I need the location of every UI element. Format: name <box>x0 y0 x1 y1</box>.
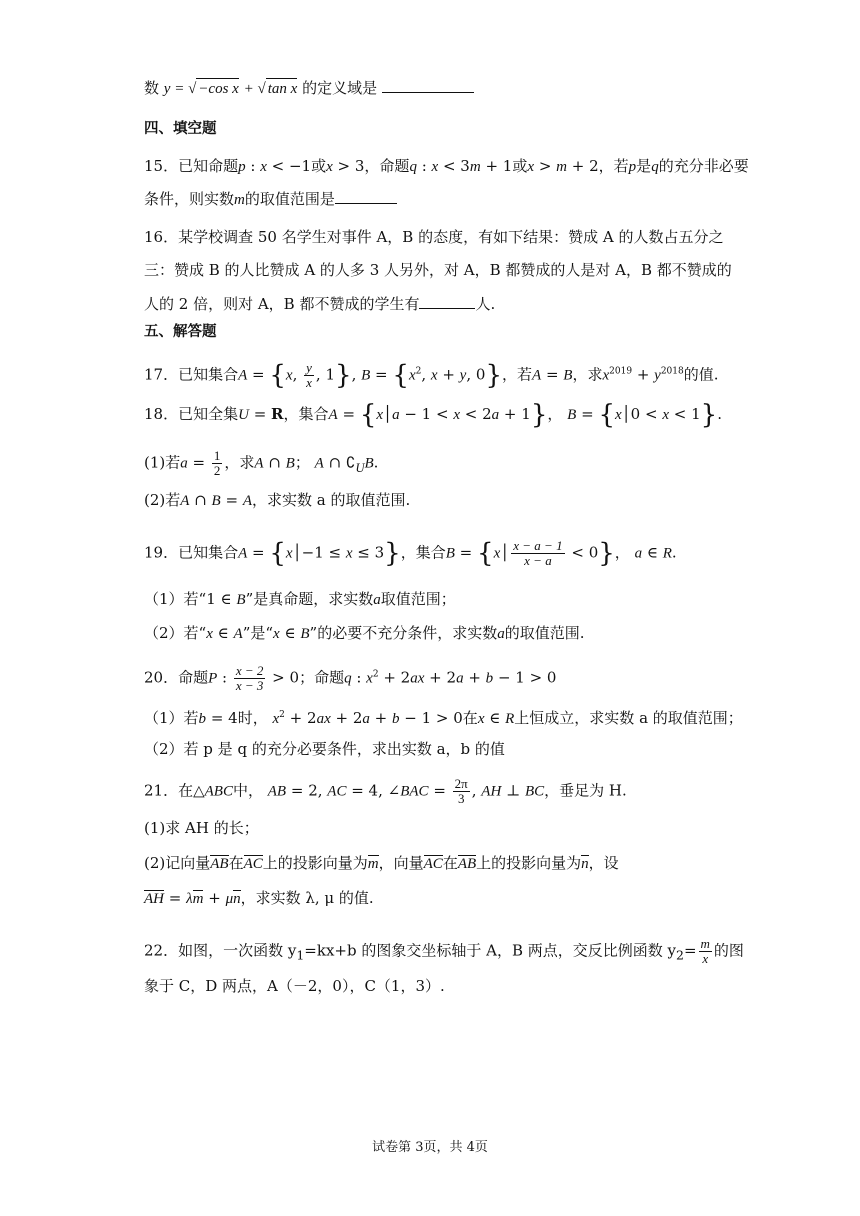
text: 人的 2 倍，则对 A，B 都不赞成的学生有 <box>144 295 420 313</box>
text: 的取值范围. <box>504 624 585 642</box>
text: ”是“ <box>242 624 274 642</box>
text: 上的投影向量为 <box>262 854 368 872</box>
text: 19．已知集合 <box>144 543 239 562</box>
q19-part1: （1）若“1 ∈ B”是真命题，求实数a取值范围； <box>144 590 456 608</box>
fraction: $\frac{x - a - 1}{x - a}$ <box>513 538 563 568</box>
sqrt-expr-1: √ −cos x <box>188 81 239 97</box>
text: 的取值范围是 <box>244 190 335 208</box>
q21-line: 21．在△ABC中， AB = 2, AC = 4, ∠BAC = $\frac{2\pi}{3}$ , AH ⊥ BC，垂足为 H. <box>144 776 627 806</box>
text: 在 <box>462 709 478 727</box>
q18-part2: (2)若A ∩ B = A，求实数 a 的取值范围. <box>144 491 411 509</box>
q18-part1: (1)若a = $\frac{1}{2}$ ，求A ∩ B； A ∩ $∁_UB$. <box>144 448 379 478</box>
text: 20．命题 <box>144 668 209 687</box>
text: 或 <box>512 157 528 175</box>
q17-line: 17．已知集合A = {x, $\frac{y}{x}$ , 1}, $B = \{x^2$, x + y, 0}，若A = B，求$x^{2019} + y^{2018}$的值. <box>144 360 719 391</box>
text: (1)若 <box>144 453 181 472</box>
text: ； <box>294 453 310 472</box>
text: (2)记向量 <box>144 854 211 872</box>
q19-part2: （2）若“x ∈ A”是“x ∈ B”的必要不充分条件，求实数a的取值范围. <box>144 624 585 642</box>
text: 21．在 <box>144 781 194 800</box>
text: 取值范围； <box>380 590 456 608</box>
text: ，若 <box>501 365 532 384</box>
text: 时， <box>237 709 268 727</box>
q19-line: 19．已知集合A = {x│−1 ≤ x ≤ 3}，集合B = {x│ $\frac{x - a - 1}{x - a}$ < 0}， a ∈ R. <box>144 538 677 569</box>
text: 数 <box>144 79 160 97</box>
text: 人. <box>475 295 496 313</box>
q14-tail-line <box>144 78 474 99</box>
answer-blank[interactable] <box>419 294 475 309</box>
q21-part2-cont: AH = λm + μn，求实数 λ, μ 的值. <box>144 889 374 907</box>
text: 22．如图，一次函数 y <box>144 941 297 960</box>
text: = <box>683 941 697 960</box>
text: ，集合 <box>283 405 329 423</box>
q16-line2: 三：赞成 B 的人比赞成 A 的人多 3 人另外，对 A，B 都赞成的人是对 A，B 都不赞成的 <box>144 261 732 279</box>
section-solve: 五、解答题 <box>144 324 217 340</box>
text: ，若 <box>598 157 629 175</box>
text: 的图 <box>713 941 744 960</box>
text: 条件，则实数 <box>144 190 235 208</box>
q16-line3 <box>144 294 495 314</box>
text: ，设 <box>588 854 619 872</box>
fraction: $\frac{y}{x}$ <box>306 360 312 390</box>
text: 上恒成立，求实数 a 的取值范围； <box>514 709 743 727</box>
fraction: $\frac{x - 2}{x - 3}$ <box>235 663 264 693</box>
text: 在 <box>442 854 458 872</box>
text: ，求实数 λ, μ 的值. <box>240 889 374 907</box>
text: ，命题 <box>364 157 410 175</box>
q15-line1: 15．已知命题p : x < −1或x > 3，命题q : x < 3m + 1或x > m + 2，若p是q的充分非必要 <box>144 157 749 175</box>
formula: y = <box>163 81 189 97</box>
q15-line2: 条件，则实数m的取值范围是 <box>144 189 397 210</box>
text: ，求实数 a 的取值范围. <box>251 491 411 509</box>
text: 18．已知全集 <box>144 405 239 423</box>
text: （1）若 <box>144 709 199 727</box>
q18-line: 18．已知全集U = R，集合A = {x│a − 1 < x < 2a + 1}， B = {x│0 < x < 1}. <box>144 400 722 430</box>
text: 的值. <box>683 365 719 384</box>
text: 在 <box>228 854 244 872</box>
text: 上的投影向量为 <box>476 854 582 872</box>
text: ；命题 <box>299 668 345 687</box>
text: 15．已知命题 <box>144 157 239 175</box>
sqrt-expr-2: √ tan x <box>258 81 298 97</box>
fraction: $\frac{1}{2}$ <box>213 448 221 478</box>
text: （2）若“ <box>144 624 207 642</box>
q20-part1: （1）若b = 4时， $x^2 + 2ax + 2a + b - 1 > 0$在x ∈ R上恒成立，求实数 a 的取值范围； <box>144 709 743 727</box>
answer-blank[interactable] <box>335 189 397 204</box>
text: (2)若 <box>144 491 181 509</box>
q16-line1: 16．某学校调查 50 名学生对事件 A，B 的态度，有如下结果：赞成 A 的人数占五分之 <box>144 228 724 246</box>
answer-blank[interactable] <box>382 78 474 93</box>
text: （1）若“ <box>144 590 207 608</box>
text: 17．已知集合 <box>144 365 239 384</box>
plus: + <box>243 81 258 97</box>
q22-line2: 象于 C，D 两点，A（－2，0），C（1，3）. <box>144 977 445 995</box>
text: 的定义域是 <box>302 79 378 97</box>
text: 或 <box>311 157 327 175</box>
text: 是 <box>636 157 652 175</box>
fraction: $\frac{m}{x}$ <box>700 936 710 966</box>
q20-part2: （2）若 p 是 q 的充分必要条件，求出实数 a，b 的值 <box>144 740 505 758</box>
page-footer: 试卷第 3页，共 4页 <box>372 1140 488 1155</box>
text: 中， <box>232 781 263 800</box>
section-fill-blank: 四、填空题 <box>144 121 217 137</box>
text: ，求 <box>572 365 603 384</box>
text: ”是真命题，求实数 <box>245 590 374 608</box>
text: ”的必要不充分条件，求实数 <box>309 624 498 642</box>
q21-part2: (2)记向量AB在AC上的投影向量为m，向量AC在AB上的投影向量为n，设 <box>144 854 619 872</box>
text: ， <box>614 543 630 562</box>
fraction: $\frac{2\pi}{3}$ <box>454 776 468 806</box>
q22-line1: 22．如图，一次函数 $y_1=kx+b$ 的图象交坐标轴于 A，B 两点，交反比例函数 $y_2=$ $\frac{m}{x}$ 的图 <box>144 936 744 966</box>
text: ，向量 <box>378 854 424 872</box>
formula: p <box>238 159 246 175</box>
text: ，求 <box>224 453 255 472</box>
text: ，集合 <box>400 543 446 562</box>
q21-part1: (1)求 AH 的长； <box>144 819 259 837</box>
q20-line: 20．命题P : $\frac{x - 2}{x - 3}$ > 0；命题q : $x^2 + 2ax + 2a + b - 1 > 0$ <box>144 663 557 693</box>
text: ， <box>547 405 563 423</box>
text: ，垂足为 H. <box>544 781 627 800</box>
text: 的充分非必要 <box>658 157 749 175</box>
text: =kx+b 的图象交坐标轴于 A，B 两点，交反比例函数 y <box>304 941 676 960</box>
